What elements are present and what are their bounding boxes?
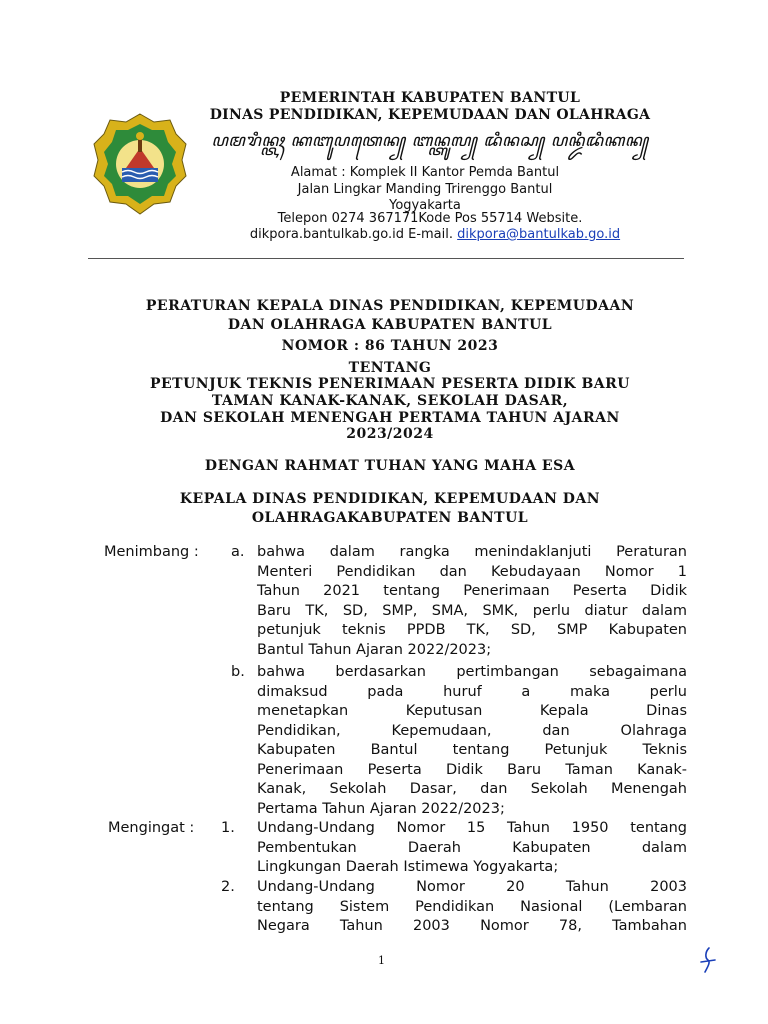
subject-line-3: DAN SEKOLAH MENENGAH PERTAMA TAHUN AJARAN xyxy=(160,410,620,426)
regulation-title-line-2: DAN OLAHRAGA KABUPATEN BANTUL xyxy=(227,317,553,333)
mengingat-label: Mengingat : xyxy=(108,820,195,836)
text-line: Lingkungan Daerah Istimewa Yogyakarta; xyxy=(257,859,559,875)
letterhead-address-line-3: Yogyakarta xyxy=(389,198,461,213)
page-number: 1 xyxy=(378,954,385,967)
letterhead-address-line-2: Jalan Lingkar Manding Trirenggo Bantul xyxy=(297,182,553,197)
menimbang-a-text xyxy=(257,543,687,660)
text-line: menetapkan Keputusan Kepala Dinas xyxy=(257,703,687,719)
subject-line-2: TAMAN KANAK-KANAK, SEKOLAH DASAR, xyxy=(211,393,569,409)
menimbang-b-marker: b. xyxy=(231,664,245,680)
text-line: petunjuk teknis PPDB TK, SD, SMP Kabupaten xyxy=(257,622,687,638)
letterhead-phone-line: Telepon 0274 367171Kode Pos 55714 Website. xyxy=(277,211,583,226)
text-line: Kanak, Sekolah Dasar, dan Sekolah Menengah xyxy=(257,781,687,797)
text-line: Baru TK, SD, SMP, SMA, SMK, perlu diatur dalam xyxy=(257,602,687,619)
letterhead-government: PEMERINTAH KABUPATEN BANTUL xyxy=(279,90,581,106)
mengingat-1-marker: 1. xyxy=(221,820,235,836)
text-line: bahwa dalam rangka menindaklanjuti Peraturan xyxy=(257,544,687,560)
text-line: tentang Sistem Pendidikan Nasional (Lembaran xyxy=(257,898,687,915)
text-line: Pendidikan, Kepemudaan, dan Olahraga xyxy=(257,722,687,739)
text-line: Tahun 2021 tentang Penerimaan Peserta Didik xyxy=(257,583,687,599)
text-line: Bantul Tahun Ajaran 2022/2023; xyxy=(257,641,492,658)
text-line: Undang-Undang Nomor 15 Tahun 1950 tentang xyxy=(257,820,687,836)
letterhead-divider xyxy=(88,258,684,259)
subject-line-4: 2023/2024 xyxy=(346,426,434,442)
text-line: dimaksud pada huruf a maka perlu xyxy=(257,683,687,700)
issuer-line-1: KEPALA DINAS PENDIDIKAN, KEPEMUDAAN DAN xyxy=(179,491,601,507)
tentang-heading: TENTANG xyxy=(348,360,432,376)
bantul-regency-emblem xyxy=(92,112,188,216)
mengingat-2-text xyxy=(257,878,687,937)
subject-line-1: PETUNJUK TEKNIS PENERIMAAN PESERTA DIDIK BARU xyxy=(149,376,631,392)
text-line: Kabupaten Bantul tentang Petunjuk Teknis xyxy=(257,742,687,758)
preamble-blessing: DENGAN RAHMAT TUHAN YANG MAHA ESA xyxy=(204,458,576,474)
text-line: Pembentukan Daerah Kabupaten dalam xyxy=(257,839,687,856)
text-line: Pertama Tahun Ajaran 2022/2023; xyxy=(257,800,505,817)
text-line: Menteri Pendidikan dan Kebudayaan Nomor 1 xyxy=(257,563,687,580)
text-line: Penerimaan Peserta Didik Baru Taman Kanak- xyxy=(257,761,687,778)
issuer-line-2: OLAHRAGAKABUPATEN BANTUL xyxy=(251,510,529,526)
menimbang-b-text xyxy=(257,663,687,819)
letterhead-contact-line xyxy=(200,226,670,243)
text-line: bahwa berdasarkan pertimbangan sebagaimana xyxy=(257,664,687,680)
mengingat-1-text xyxy=(257,819,687,878)
handwritten-initial xyxy=(697,946,719,976)
email-link[interactable]: dikpora@bantulkab.go.id xyxy=(457,227,621,242)
letterhead-javanese-script: ꦥꦩꦫꦶꦤ꧀ꦠꦃ ꦏꦧꦸꦥꦠꦺꦤ꧀ ꦧꦤ꧀ꦠꦸꦭ꧀ ꦢꦶꦤꦱ꧀ ꦥꦤ꧀ꦢꦶꦢꦶꦏꦤ꧀ xyxy=(211,131,649,151)
menimbang-label: Menimbang : xyxy=(104,544,199,560)
website-text: dikpora.bantulkab.go.id E-mail. xyxy=(249,227,458,242)
menimbang-a-marker: a. xyxy=(231,544,245,560)
regulation-title-line-1: PERATURAN KEPALA DINAS PENDIDIKAN, KEPEMUDAAN xyxy=(145,298,635,314)
mengingat-2-marker: 2. xyxy=(221,879,235,895)
regulation-number: NOMOR : 86 TAHUN 2023 xyxy=(281,338,499,354)
letterhead-address-line-1: Alamat : Komplek II Kantor Pemda Bantul xyxy=(290,165,560,180)
letterhead-agency: DINAS PENDIDIKAN, KEPEMUDAAN DAN OLAHRAGA xyxy=(209,107,651,123)
text-line: Undang-Undang Nomor 20 Tahun 2003 xyxy=(257,879,687,895)
text-line: Negara Tahun 2003 Nomor 78, Tambahan xyxy=(257,918,687,934)
